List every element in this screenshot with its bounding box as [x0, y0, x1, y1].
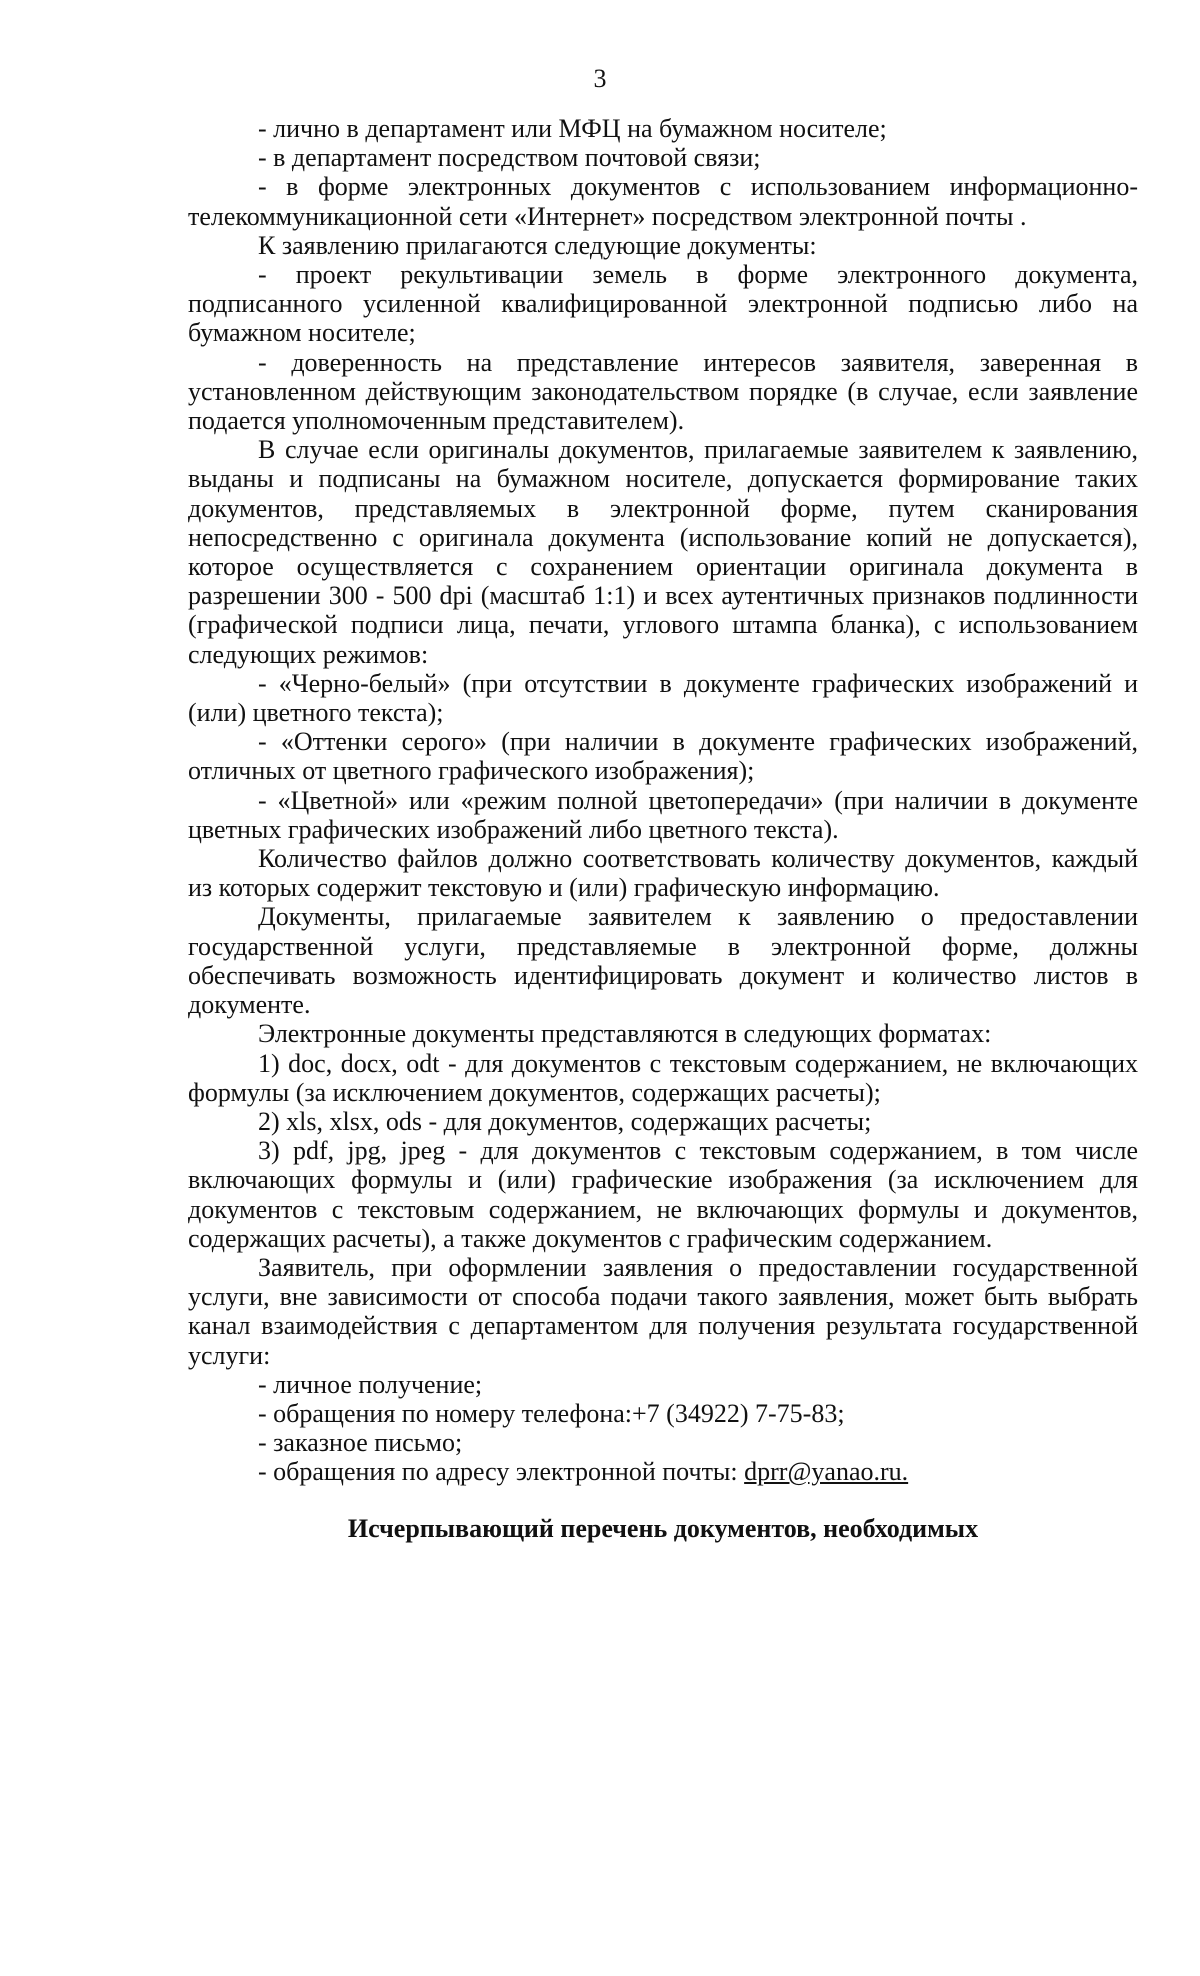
list-item-format-spreadsheet: 2) xls, xlsx, ods - для документов, содержащих расчеты;	[258, 1106, 872, 1136]
email-link[interactable]: dprr@yanao.ru.	[744, 1457, 909, 1487]
paragraph-file-count: Количество файлов должно соответствовать количеству документов, каждый из которых содержит текстовую и (или) графическую информацию.	[188, 844, 1138, 903]
list-item-mode-bw: - «Черно-белый» (при отсутствии в документе графических изображений и (или) цветного текста);	[188, 668, 1138, 728]
email-line-prefix: - обращения по адресу электронной почты:	[258, 1457, 745, 1487]
list-item-email	[188, 1457, 1138, 1486]
page-number: 3	[593, 64, 607, 93]
list-item-electronic: - в форме электронных документов с использованием информационно-телекоммуникационной сети «Интернет» посредством электронной почты .	[188, 172, 1138, 231]
list-item-personal-receipt: - личное получение;	[258, 1369, 483, 1399]
paragraph-scanning-rules: В случае если оригиналы документов, прилагаемые заявителем к заявлению, выданы и подписаны на бумажном носителе, допускается формирование таких документов, представляемых в электронной форме, путем сканирования непосредственно с оригинала документа (использование копий не допускается), которое осуществляется с сохранением ориентации оригинала документа в разрешении 300 - 500 dpi (масштаб 1:1) и всех аутентичных признаков подлинности (графической подписи лица, печати, углового штампа бланка), с использованием следующих режимов:	[188, 435, 1138, 669]
list-item-format-pdf-image: 3) pdf, jpg, jpeg - для документов с текстовым содержанием, в том числе включающих формулы и (или) графические изображения (за исключением для документов с текстовым содержанием, не включающих формулы и документов, содержащих расчеты), а также документов с графическим содержанием.	[188, 1136, 1138, 1253]
list-item-reclamation-project: - проект рекультивации земель в форме электронного документа, подписанного усиленной квалифицированной электронной подписью либо на бумажном носителе;	[188, 260, 1138, 348]
document-body	[188, 114, 1138, 1487]
paragraph-identification: Документы, прилагаемые заявителем к заявлению о предоставлении государственной услуги, представляемые в электронной форме, должны обеспечивать возможность идентифицировать документ и количество листов в документе.	[188, 902, 1138, 1020]
list-item-mode-color: - «Цветной» или «режим полной цветопередачи» (при наличии в документе цветных графических изображений либо цветного текста).	[188, 785, 1138, 844]
list-item-mode-grayscale: - «Оттенки серого» (при наличии в документе графических изображений, отличных от цветного графического изображения);	[188, 727, 1138, 786]
list-item-by-mail: - в департамент посредством почтовой связи;	[258, 143, 761, 173]
section-heading: Исчерпывающий перечень документов, необходимых	[347, 1514, 979, 1543]
list-item-power-of-attorney: - доверенность на представление интересов заявителя, заверенная в установленном действующим законодательством порядке (в случае, если заявление подается уполномоченным представителем).	[188, 347, 1138, 436]
paragraph-formats-intro: Электронные документы представляются в следующих форматах:	[258, 1019, 992, 1049]
paragraph-result-channel: Заявитель, при оформлении заявления о предоставлении государственной услуги, вне зависимости от способа подачи такого заявления, может быть выбрать канал взаимодействия с департаментом для получения результата государственной услуги:	[188, 1252, 1138, 1370]
list-item-registered-letter: - заказное письмо;	[258, 1428, 463, 1458]
list-item-phone: - обращения по номеру телефона:+7 (34922) 7-75-83;	[258, 1398, 845, 1428]
list-item-in-person: - лично в департамент или МФЦ на бумажном носителе;	[258, 114, 887, 143]
list-item-format-text: 1) doc, docx, odt - для документов с текстовым содержанием, не включающих формулы (за исключением документов, содержащих расчеты);	[188, 1048, 1138, 1107]
paragraph-attachments-intro: К заявлению прилагаются следующие документы:	[258, 230, 817, 260]
